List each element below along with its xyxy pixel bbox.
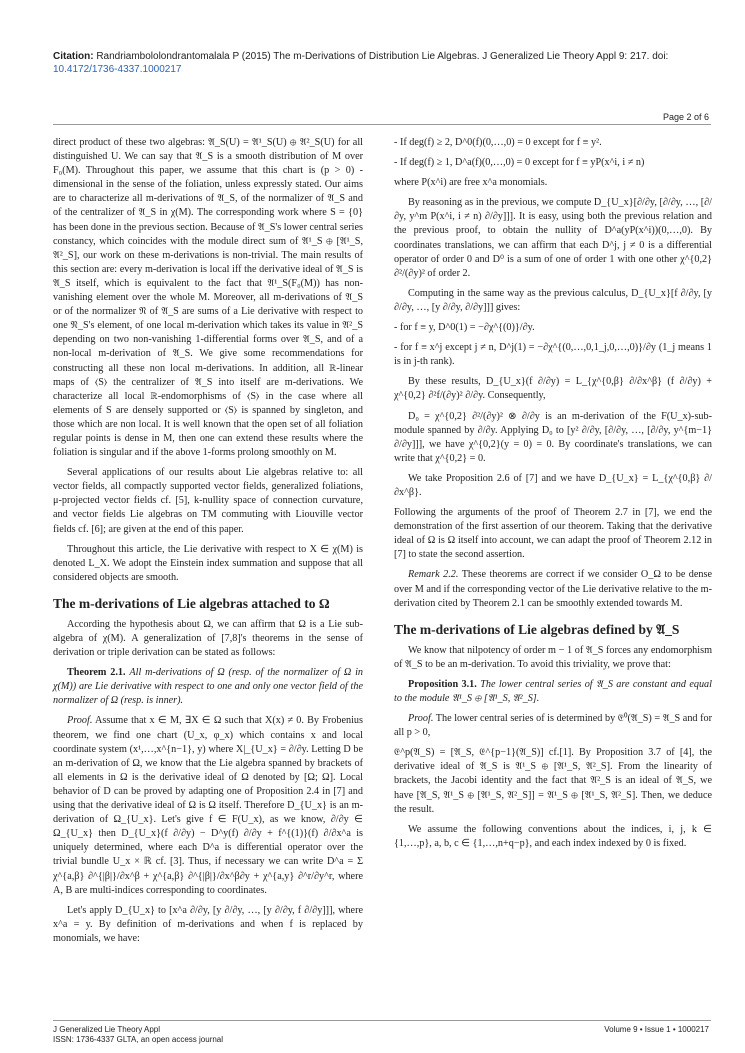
list-item: - for f ≡ y, D^0(1) = −∂χ^{(0)}/∂y.	[394, 322, 535, 334]
footer-journal	[53, 1025, 223, 1045]
footer-journal-name: J Generalized Lie Theory Appl	[53, 1025, 161, 1034]
list-item: - If deg(f) ≥ 1, D^a(f)(0,…,0) = 0 except for f ≡ yP(x^i, i ≠ n)	[394, 157, 645, 169]
page-indicator: Page 2 of 6	[662, 112, 709, 122]
paragraph: We know that nilpotency of order m − 1 of 𝔄_S forces any endomorphism of 𝔄_S to be an m-derivation. To avoid this triviality, we prove that:	[394, 644, 712, 670]
footer-issn: ISSN: 1736-4337 GLTA, an open access journal	[53, 1035, 224, 1044]
list-item: - for f ≡ x^j except j ≠ n, D^j(1) = −∂χ^{(0,…,0,1_j,0,…,0)}/∂y (1_j means 1 is in j-th rank).	[394, 342, 712, 368]
citation-label: Citation:	[53, 51, 94, 62]
citation-header	[53, 50, 711, 76]
paragraph: According the hypothesis about Ω, we can affirm that Ω is a Lie sub-algebra of χ(M). A generalization of [7,8]'s theorems in the sense of derivation or triple derivation can be stated as follows:	[53, 618, 363, 659]
proof-label: Proof.	[67, 715, 93, 727]
theorem-text: All m-derivations of Ω (resp. of the normalizer of Ω in χ(M)) are Lie derivative with respect to one and only one vector field of the normalizer of Ω (resp. is inner).	[53, 667, 363, 707]
paragraph: We take Proposition 2.6 of [7] and we have D_{U_x} = L_{χ^{0,β} ∂/∂x^β}.	[394, 472, 712, 498]
right-column	[394, 136, 712, 857]
footer-divider	[53, 1020, 711, 1021]
paragraph: We assume the following conventions about the indices, i, j, k ∈ {1,…,p}, a, b, c ∈ {1,…,n+q−p}, and each index indexed by 0 is fixed.	[394, 823, 712, 849]
list-item: - If deg(f) ≥ 2, D^0(f)(0,…,0) = 0 except for f ≡ y².	[394, 137, 602, 148]
paragraph: where P(x^i) are free x^a monomials.	[394, 177, 548, 189]
proof	[53, 714, 363, 897]
paragraph: direct product of these two algebras: 𝔄_S(U) = 𝔄¹_S(U) ⊕ 𝔄²_S(U) for all distinguished U. We can say that 𝔄_S is a smooth distribution of M over F₀(M). Throughout this paper, we assume that this chart is (p > 0) -dimensional in the sense of the foliation, unless expressly stated. Our aims are to characterize all m-derivations of 𝔄_S, of the normalizer of 𝔄_S and of the centralizer of 𝔄_S in χ(M). The corresponding work where S = {0} has been done in the previous section. Because of 𝔄_S's lower central series constancy, which coincides with the module direct sum of 𝔄¹_S ⊕ [𝔄¹_S, 𝔄²_S], our work on these m-derivations is non-trivial. The main results of this section are: every m-derivation is local iff the derivative ideal of 𝔄_S is 𝔄_S itself, which is equivalent to the fact that 𝔄¹_S(F₀(M)) has non-vanishing element over the whole M. Moreover, all m-derivations of 𝔄_S or of the normalizer 𝔑 of 𝔄_S are sums of a Lie derivative with respect to one 𝔑_S's element, of one local m-derivation which takes its value in 𝔄²_S depending on two non-vanishing 1-differential forms over 𝔄_S, and of a non-local m-derivation of 𝔄_S. We give some recommendations for constructing all these non local m-derivations. In addition, all ℝ-linear maps of ⟨S⟩ the centralizer of 𝔄_S into itself are m-derivations. We characterize all local ℝ-endomorphisms of ⟨S⟩ in the case where all elements of S are densely supported or ⟨S⟩ is spanned by singleton, and those which are non local. It is well known that the open set of all foliation regular points is dense in M, then one can extend these results where the foliation is singular and if the above 1-forms prolong smoothly on M.	[53, 137, 363, 459]
doi-link[interactable]: 10.4172/1736-4337.1000217	[53, 64, 182, 75]
proposition-label: Proposition 3.1.	[408, 678, 477, 690]
header-divider	[53, 124, 711, 125]
citation-text: Randriambololondrantomalala P (2015) The m-Derivations of Distribution Lie Algebras. J Generalized Lie Theory Appl 9: 217. doi:	[96, 51, 669, 62]
remark	[394, 568, 712, 610]
footer-volume: Volume 9 • Issue 1 • 1000217	[604, 1025, 709, 1034]
section-heading: The m-derivations of Lie algebras attached to Ω	[53, 595, 330, 611]
theorem-label: Theorem 2.1.	[67, 667, 126, 679]
paragraph: Computing in the same way as the previous calculus, D_{U_x}[f ∂/∂y, [y ∂/∂y, …, [y ∂/∂y, ∂/∂y]]] gives:	[394, 287, 712, 313]
proof-label: Proof.	[408, 713, 434, 725]
paragraph: Several applications of our results about Lie algebras relative to: all vector fields, all compactly supported vector fields, generalized foliations, μ-projected vector fields cf. [5], k-nullity space of connection curvature, and vector fields Lie algebras on TM commuting with Liouville vector fields cf. [6]; are given at the end of this paper.	[53, 467, 363, 535]
paragraph: Following the arguments of the proof of Theorem 2.7 in [7], we end the demonstration of the first assertion of our theorem. Taking that the derivative ideal of Ω is Ω itself into account, we can adapt the proof of Theorem 2.12 in [7] to state the second assertion.	[394, 507, 712, 561]
left-column	[53, 136, 363, 952]
paragraph: By reasoning as in the previous, we compute D_{U_x}[∂/∂y, [∂/∂y, …, [∂/∂y, y^m P(x^i, i ≠ n) ∂/∂y]]]. It is easy, using both the previous relation and the previous proof, to obtain the nullity of D^a(yP(x^i))(0,…,0). By coordinates translations, we can affirm that each D^j, j ≠ 0 is a differential operator of order 0 and D⁰ is a sum of one of order 1 with one other χ^{0,2} ∂²/(∂y)² of order 2.	[394, 197, 712, 279]
paragraph: Throughout this article, the Lie derivative with respect to X ∈ χ(M) is denoted L_X. We adopt the Einstein index summation and suppose that all considered objects are smooth.	[53, 543, 363, 583]
proposition	[394, 678, 712, 706]
remark-text: These theorems are correct if we consider O_Ω to be dense over M and if the corresponding vector of the Lie derivative relative to the m-derivation cited by Theorem 2.1 can be smoothly extended towards M.	[394, 569, 712, 609]
section-heading: The m-derivations of Lie algebras defined by 𝔄_S	[394, 621, 680, 637]
remark-label: Remark 2.2.	[408, 569, 459, 581]
paragraph: Let's apply D_{U_x} to [x^a ∂/∂y, [y ∂/∂y, …, [y ∂/∂y, f ∂/∂y]]], where x^a = y. By definition of m-derivations and when f is replaced by monomials, we have:	[53, 904, 363, 944]
theorem	[53, 666, 363, 708]
proof-text: The lower central series of is determined by 𝔈⁰(𝔄_S) = 𝔄_S and for all p > 0,	[394, 713, 712, 739]
paragraph: By these results, D_{U_x}(f ∂/∂y) = L_{χ^{0,β} ∂/∂x^β} (f ∂/∂y) + χ^{0,2} ∂²f/(∂y)² ∂/∂y. Consequently,	[394, 376, 712, 402]
proof-text: Assume that x ∈ M, ∃X ∈ Ω such that X(x) ≠ 0. By Frobenius theorem, we find one chart (U_x, φ_x) which contains x and local coordinate system (x¹,…,x^{n−1}, y) where X|_{U_x} = ∂/∂y. Letting D be an m-derivation of Ω, we know that the Lie algebra spanned by brackets of all elements in Ω is the derivative ideal of Ω denoted by [Ω; Ω]. Local behavior of D can be proved by adapting one of Proposition 2.4 in [7] and using that the derivative ideal of Ω is Ω itself. Therefore D_{U_x} is an m-derivation of Ω_{U_x}. Let's give f ∈ F(U_x), as we know, ∂/∂y ∈ Ω_{U_x} then D_{U_x}(f ∂/∂y) − D^y(f) ∂/∂y + f^{(1)}(f) ∂/∂x^a is uniquely determined, where each D^a is differential operator over the trivial bundle U_x × ℝ cf. [3]. Thus, if necessary we can write D^a = Σ χ^{a,β} ∂^{|β|}/∂x^β + χ^{a,β} ∂^{|β|}/∂x^β∂y + χ^{a,y} ∂^r/∂y^r, where A, B are multi-indices corresponding to coordinates.	[53, 715, 363, 896]
proof	[394, 712, 712, 740]
paragraph: D₀ = χ^{0,2} ∂²/(∂y)² ⊗ ∂/∂y is an m-derivation of the F(U_x)-sub-module spanned by ∂/∂y. Applying D₀ to [y² ∂/∂y, [∂/∂y, …, [∂/∂y, y^{m−1} ∂/∂y]]], we have χ^{0,2}(y = 0) = 0. By coordinate's translations, we can write that χ^{0,2} = 0.	[394, 410, 712, 464]
paragraph: 𝔈^p(𝔄_S) = [𝔄_S, 𝔈^{p−1}(𝔄_S)] cf.[1]. By Proposition 3.7 of [4], the derivative ideal of 𝔄_S is 𝔄¹_S ⊕ [𝔄¹_S, 𝔄²_S]. From the linearity of brackets, the Jacobi identity and the fact that 𝔄²_S is an ideal of 𝔄_S, we have [𝔄_S, 𝔄¹_S ⊕ [𝔄¹_S, 𝔄²_S]] = 𝔄¹_S ⊕ [𝔄¹_S, 𝔄²_S]. Then, we deduce the result.	[394, 747, 712, 815]
proposition-text: The lower central series of 𝔄_S are constant and equal to the module 𝔄¹_S ⊕ [𝔄¹_S, 𝔄²_S].	[394, 678, 712, 704]
